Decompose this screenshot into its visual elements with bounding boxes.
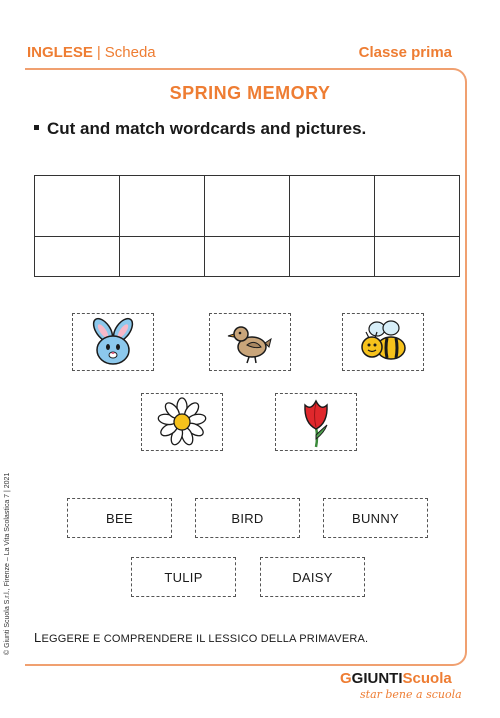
logo-brand-a: GIUNTI — [351, 670, 403, 687]
subject-label: INGLESE — [27, 44, 93, 61]
logo-g-icon: G — [340, 670, 352, 687]
header-left — [27, 44, 156, 61]
publisher-logo — [340, 670, 462, 701]
grid-cell[interactable] — [205, 237, 290, 277]
wordcard-tulip[interactable]: TULIP — [131, 557, 236, 597]
bee-icon — [355, 317, 411, 367]
grid-cell[interactable] — [35, 237, 120, 277]
grid-cell[interactable] — [290, 237, 375, 277]
grid-cell[interactable] — [290, 176, 375, 237]
tulip-icon — [296, 395, 336, 449]
picture-card-tulip[interactable] — [275, 393, 357, 451]
grid-cell[interactable] — [375, 237, 460, 277]
learning-objective — [34, 630, 368, 645]
grid-cell[interactable] — [375, 176, 460, 237]
bird-icon — [225, 317, 275, 367]
grid-cell[interactable] — [120, 176, 205, 237]
wordcard-bird[interactable]: BIRD — [195, 498, 300, 538]
picture-card-daisy[interactable] — [141, 393, 223, 451]
sheet-type-label: Scheda — [104, 44, 156, 61]
learning-objective-initial: L — [34, 630, 42, 645]
logo-brand-b: Scuola — [402, 670, 452, 687]
picture-card-bird[interactable] — [209, 313, 291, 371]
wordcard-bee[interactable]: BEE — [67, 498, 172, 538]
bunny-icon — [83, 316, 143, 368]
instruction — [34, 119, 366, 139]
logo-wordmark — [340, 670, 452, 687]
picture-card-bunny[interactable] — [72, 313, 154, 371]
match-grid — [34, 175, 460, 277]
learning-objective-text: EGGERE E COMPRENDERE IL LESSICO DELLA PRIMAVERA. — [41, 633, 369, 645]
daisy-icon — [155, 396, 209, 448]
grid-cell[interactable] — [35, 176, 120, 237]
instruction-text: Cut and match wordcards and pictures. — [47, 119, 367, 138]
bullet-icon — [34, 125, 39, 130]
wordcard-daisy[interactable]: DAISY — [260, 557, 365, 597]
picture-card-bee[interactable] — [342, 313, 424, 371]
grid-cell[interactable] — [120, 237, 205, 277]
copyright-credit: © Giunti Scuola S.r.l., Firenze – La Vita Scolastica 7 | 2021 — [4, 472, 11, 655]
wordcard-bunny[interactable]: BUNNY — [323, 498, 428, 538]
grid-cell[interactable] — [205, 176, 290, 237]
page-title: SPRING MEMORY — [169, 83, 331, 103]
class-label: Classe prima — [358, 44, 452, 61]
logo-tagline: star bene a scuola — [360, 688, 462, 701]
header-separator: | — [96, 44, 101, 61]
